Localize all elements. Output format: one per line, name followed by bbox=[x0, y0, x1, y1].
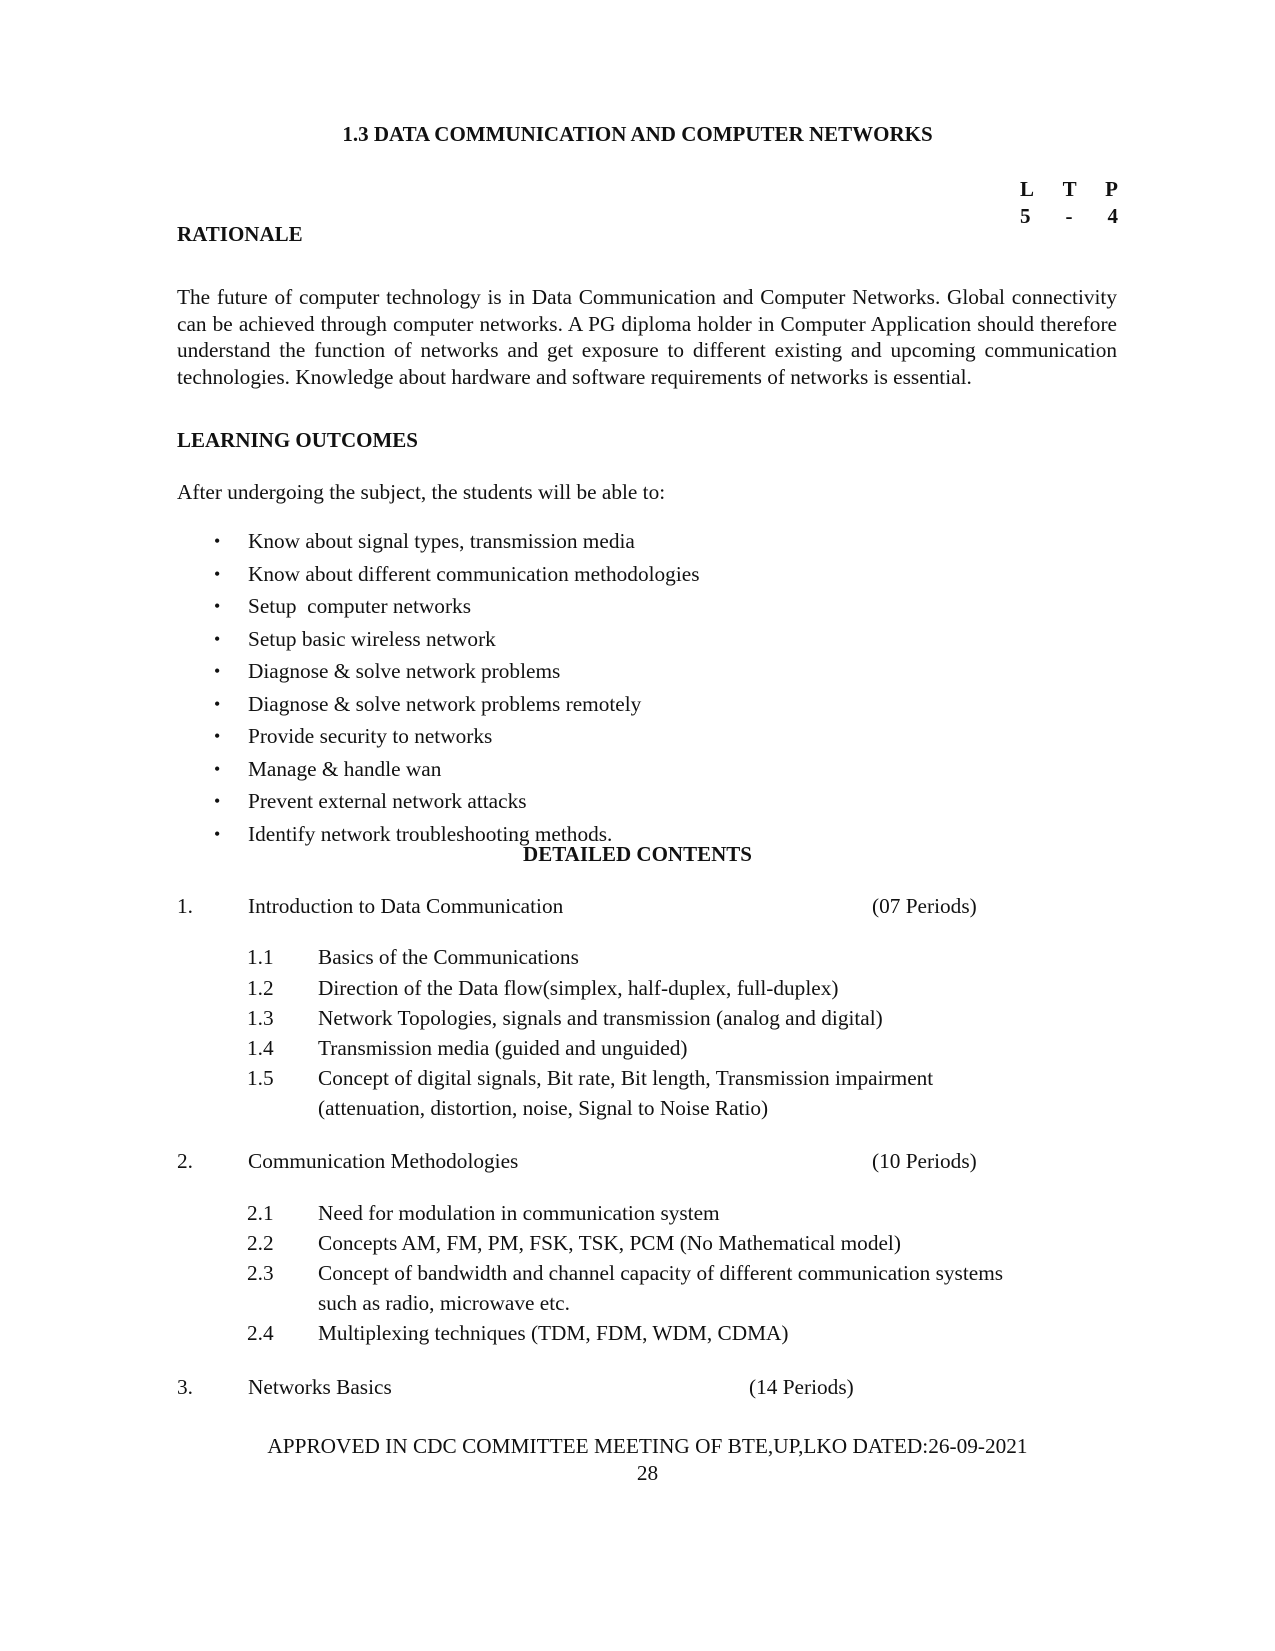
topic-text: Transmission media (guided and unguided) bbox=[318, 1036, 688, 1060]
ltp-l: L bbox=[1020, 177, 1035, 201]
topic-number: 2.3 bbox=[247, 1261, 274, 1285]
bullet-icon: • bbox=[214, 823, 221, 844]
list-item: • Identify network troubleshooting methods. bbox=[214, 821, 613, 846]
topic-text: Basics of the Communications bbox=[318, 945, 579, 969]
topic-text-continued: (attenuation, distortion, noise, Signal to Noise Ratio) bbox=[318, 1096, 769, 1120]
topic-text: Network Topologies, signals and transmission (analog and digital) bbox=[318, 1006, 883, 1030]
list-item: • Manage & handle wan bbox=[214, 756, 442, 781]
list-item: • Know about signal types, transmission media bbox=[214, 529, 635, 553]
unit-number: 2. bbox=[177, 1149, 193, 1173]
bullet-icon: • bbox=[214, 791, 221, 811]
list-item: • Setup basic wireless network bbox=[214, 626, 496, 651]
bullet-icon: • bbox=[214, 563, 221, 584]
learning-outcomes-heading: LEARNING OUTCOMES bbox=[177, 428, 418, 452]
topic-text: Concept of digital signals, Bit rate, Bit length, Transmission impairment bbox=[318, 1066, 934, 1090]
bullet-icon: • bbox=[214, 758, 221, 779]
ltp-table bbox=[1020, 176, 1118, 230]
page-number: 28 bbox=[636, 1461, 659, 1485]
bullet-icon: • bbox=[214, 628, 221, 649]
learning-outcomes-intro: After undergoing the subject, the students will be able to: bbox=[177, 480, 666, 504]
unit-number: 1. bbox=[177, 894, 193, 918]
ltp-l-value: 5 bbox=[1020, 204, 1031, 228]
topic-number: 2.2 bbox=[247, 1231, 274, 1255]
topic-number: 1.3 bbox=[247, 1006, 274, 1030]
topic-number: 2.1 bbox=[247, 1201, 274, 1225]
rationale-text: The future of computer technology is in Data Communication and Computer Networks. Global connectivity can be achieved through computer networks. A PG diploma holder in Computer Application should therefore understand the function of networks and get exposure to different existing and upcoming communication technologies. Knowledge about hardware and software requirements of networks is essential. bbox=[177, 285, 1117, 389]
topic-text: Direction of the Data flow(simplex, half-duplex, full-duplex) bbox=[318, 976, 839, 1000]
unit-number: 3. bbox=[177, 1375, 193, 1399]
topic-text: Multiplexing techniques (TDM, FDM, WDM, CDMA) bbox=[318, 1321, 789, 1345]
list-item: • Know about different communication methodologies bbox=[214, 561, 700, 586]
topic-text: Need for modulation in communication system bbox=[318, 1201, 720, 1225]
approval-footer: APPROVED IN CDC COMMITTEE MEETING OF BTE,UP,LKO DATED:26-09-2021 bbox=[267, 1434, 1028, 1458]
topic-number: 1.4 bbox=[247, 1036, 274, 1060]
ltp-p-value: 4 bbox=[1107, 204, 1118, 228]
topic-number: 1.1 bbox=[247, 945, 274, 969]
bullet-icon: • bbox=[214, 661, 221, 681]
list-item: • Prevent external network attacks bbox=[214, 789, 527, 813]
topic-text: Concepts AM, FM, PM, FSK, TSK, PCM (No Mathematical model) bbox=[318, 1231, 901, 1255]
unit-periods: (14 Periods) bbox=[749, 1375, 854, 1399]
topic-number: 1.2 bbox=[247, 976, 274, 1000]
learning-outcomes-list bbox=[177, 528, 699, 853]
unit-title: Communication Methodologies bbox=[248, 1149, 519, 1173]
topic-number: 2.4 bbox=[247, 1321, 274, 1345]
detailed-contents-heading: DETAILED CONTENTS bbox=[523, 842, 752, 866]
unit-title: Introduction to Data Communication bbox=[248, 894, 564, 918]
ltp-t-value: - bbox=[1065, 204, 1073, 228]
bullet-icon: • bbox=[214, 726, 221, 746]
ltp-p: P bbox=[1105, 177, 1118, 201]
list-item: • Setup computer networks bbox=[214, 594, 471, 618]
unit-title: Networks Basics bbox=[248, 1375, 392, 1399]
unit-periods: (07 Periods) bbox=[872, 894, 977, 918]
topic-text: Concept of bandwidth and channel capacity of different communication systems bbox=[318, 1261, 1004, 1285]
topic-number: 1.5 bbox=[247, 1066, 274, 1090]
bullet-icon: • bbox=[214, 531, 221, 551]
list-item: • Diagnose & solve network problems bbox=[214, 659, 561, 683]
document-title: 1.3 DATA COMMUNICATION AND COMPUTER NETWORKS bbox=[342, 122, 933, 146]
ltp-values-row bbox=[1020, 203, 1118, 230]
list-item: • Provide security to networks bbox=[214, 724, 493, 748]
rationale-heading: RATIONALE bbox=[177, 222, 303, 246]
bullet-icon: • bbox=[214, 693, 221, 714]
list-item: • Diagnose & solve network problems remotely bbox=[214, 691, 642, 716]
unit-periods: (10 Periods) bbox=[872, 1149, 977, 1173]
ltp-header-row bbox=[1020, 176, 1118, 203]
ltp-t: T bbox=[1062, 177, 1077, 201]
topic-text-continued: such as radio, microwave etc. bbox=[318, 1291, 570, 1315]
bullet-icon: • bbox=[214, 596, 221, 616]
